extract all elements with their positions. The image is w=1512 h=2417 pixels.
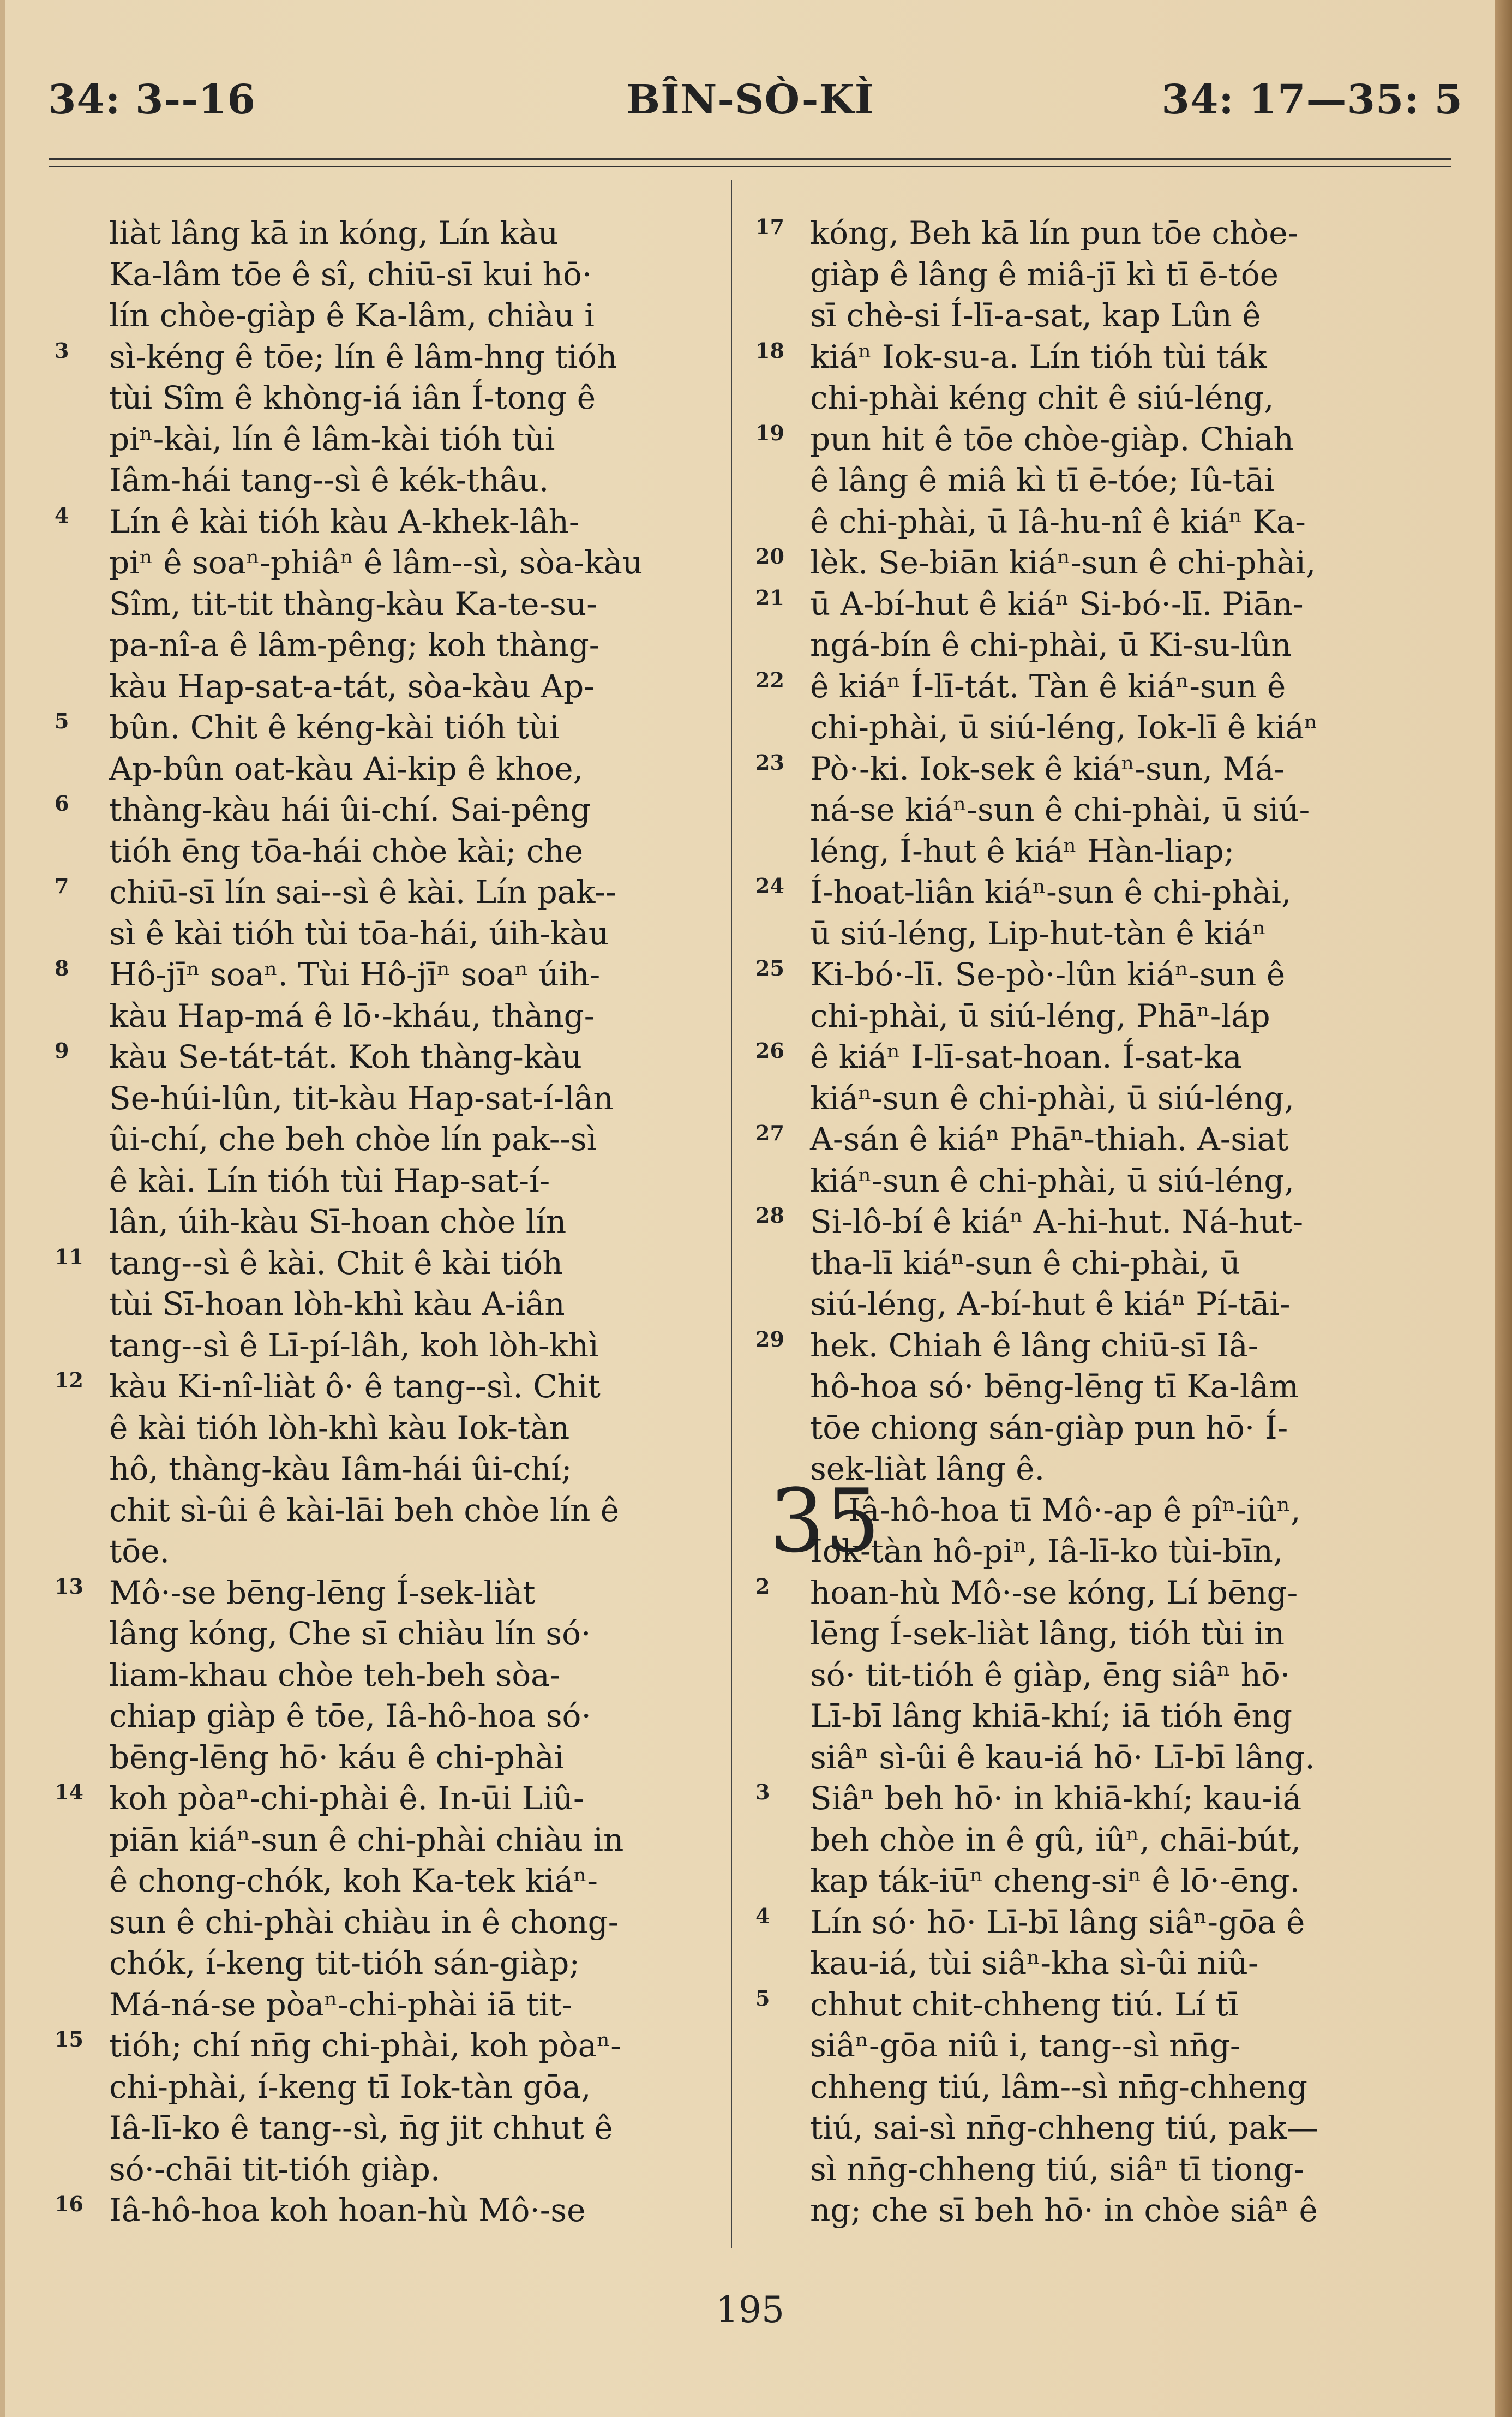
text-line bbox=[109, 1655, 720, 1696]
verse-number: 22 bbox=[755, 667, 784, 692]
text-line bbox=[810, 2149, 1426, 2191]
text-line bbox=[810, 1696, 1426, 1737]
text-line bbox=[55, 1778, 720, 1820]
text-line bbox=[109, 1449, 720, 1490]
text-line bbox=[810, 913, 1426, 955]
line-text: Ap-bûn oat-kàu Ai-kip ê khoe, bbox=[109, 750, 584, 787]
text-line bbox=[810, 1366, 1426, 1408]
line-text: siâⁿ-gōa niû i, tang--sì nn̄g- bbox=[810, 2027, 1241, 2064]
line-text: piⁿ-kài, lín ê lâm-kài tióh tùi bbox=[109, 420, 555, 458]
text-line bbox=[810, 1820, 1426, 1861]
verse-number: 13 bbox=[55, 1574, 83, 1599]
text-line bbox=[755, 1119, 1426, 1160]
line-text: tang--sì ê Lī-pí-lâh, koh lòh-khì bbox=[109, 1326, 599, 1364]
text-line bbox=[109, 1984, 720, 2026]
line-text: kiáⁿ-sun ê chi-phài, ū siú-léng, bbox=[810, 1162, 1294, 1199]
line-text: Iâ-hô-hoa koh hoan-hù Mô·-se bbox=[109, 2192, 586, 2229]
line-text: Iok-tàn hô-piⁿ, Iâ-lī-ko tùi-bīn, bbox=[810, 1533, 1283, 1570]
verse-number: 8 bbox=[55, 956, 69, 980]
line-text: ū siú-léng, Lip-hut-tàn ê kiáⁿ bbox=[810, 914, 1267, 952]
text-line bbox=[755, 749, 1426, 790]
text-line bbox=[109, 1820, 720, 1861]
line-text: chók, í-keng tit-tióh sán-giàp; bbox=[109, 1945, 580, 1982]
header-right-reference: 34: 17—35: 5 bbox=[1161, 76, 1463, 123]
line-text: Lín ê kài tióh kàu A-khek-lâh- bbox=[109, 502, 580, 540]
text-line bbox=[55, 1366, 720, 1408]
line-text: hô, thàng-kàu Iâm-hái ûi-chí; bbox=[109, 1450, 572, 1487]
line-text: léng, Í-hut ê kiáⁿ Hàn-liap; bbox=[810, 832, 1235, 870]
text-line bbox=[109, 1201, 720, 1243]
line-text: tōe chiong sán-giàp pun hō· Í- bbox=[810, 1409, 1288, 1446]
text-line bbox=[55, 954, 720, 996]
line-text: Sîm, tit-tit thàng-kàu Ka-te-su- bbox=[109, 585, 597, 623]
text-line bbox=[109, 1160, 720, 1202]
line-text: kàu Hap-sat-a-tát, sòa-kàu Ap- bbox=[109, 667, 595, 705]
line-text: hek. Chiah ê lâng chiū-sī Iâ- bbox=[810, 1326, 1259, 1364]
verse-number: 6 bbox=[55, 791, 69, 816]
line-text: Pò·-ki. Iok-sek ê kiáⁿ-sun, Má- bbox=[810, 750, 1285, 787]
text-line bbox=[109, 2149, 720, 2191]
line-text: pa-nî-a ê lâm-pêng; koh thàng- bbox=[109, 626, 600, 663]
text-line bbox=[755, 337, 1426, 378]
line-text: Hô-jīⁿ soaⁿ. Tùi Hô-jīⁿ soaⁿ úih- bbox=[109, 956, 601, 993]
text-line bbox=[55, 1572, 720, 1614]
verse-number: 28 bbox=[755, 1203, 784, 1228]
line-text: kap ták-iūⁿ cheng-siⁿ ê lō·-ēng. bbox=[810, 1862, 1300, 1899]
text-line bbox=[55, 2025, 720, 2067]
text-line bbox=[810, 996, 1426, 1037]
text-line bbox=[109, 1408, 720, 1449]
text-line bbox=[109, 1902, 720, 1943]
text-line bbox=[109, 666, 720, 708]
line-text: piⁿ ê soaⁿ-phiâⁿ ê lâm--sì, sòa-kàu bbox=[109, 544, 643, 581]
verse-number: 21 bbox=[755, 585, 784, 610]
text-line bbox=[755, 213, 1426, 254]
text-line bbox=[109, 2108, 720, 2149]
text-line bbox=[755, 1325, 1426, 1367]
text-line bbox=[109, 1696, 720, 1737]
line-text: tùi Sîm ê khòng-iá iân Í-tong ê bbox=[109, 379, 596, 416]
line-text: bûn. Chit ê kéng-kài tióh tùi bbox=[109, 709, 560, 746]
text-line bbox=[55, 707, 720, 749]
line-text: koh pòaⁿ-chi-phài ê. In-ūi Liû- bbox=[109, 1780, 584, 1817]
text-line bbox=[810, 789, 1426, 831]
text-line bbox=[109, 1325, 720, 1367]
verse-number: 4 bbox=[55, 502, 69, 528]
line-text: kau-iá, tùi siâⁿ-kha sì-ûi niû- bbox=[810, 1945, 1259, 1982]
text-line bbox=[109, 2067, 720, 2108]
text-line bbox=[810, 1613, 1426, 1655]
text-line bbox=[109, 1943, 720, 1984]
text-line bbox=[755, 1572, 1426, 1614]
text-line bbox=[810, 2067, 1426, 2108]
line-text: chit sì-ûi ê kài-lāi beh chòe lín ê bbox=[109, 1491, 620, 1529]
text-line bbox=[810, 295, 1426, 337]
text-line bbox=[810, 501, 1426, 543]
verse-number: 12 bbox=[55, 1368, 83, 1392]
line-text: lēng Í-sek-liàt lâng, tióh tùi in bbox=[810, 1615, 1285, 1652]
line-text: ngá-bín ê chi-phài, ū Ki-su-lûn bbox=[810, 626, 1292, 663]
verse-number: 23 bbox=[755, 750, 784, 775]
text-line bbox=[810, 1408, 1426, 1449]
line-text: ná-se kiáⁿ-sun ê chi-phài, ū siú- bbox=[810, 791, 1310, 828]
text-line bbox=[755, 1778, 1426, 1820]
line-text: ng; che sī beh hō· in chòe siâⁿ ê bbox=[810, 2192, 1318, 2229]
line-text: ū A-bí-hut ê kiáⁿ Si-bó·-lī. Piān- bbox=[810, 585, 1304, 623]
text-line bbox=[109, 1613, 720, 1655]
line-text: A-sán ê kiáⁿ Phāⁿ-thiah. A-siat bbox=[810, 1121, 1289, 1158]
line-text: chhut chit-chheng tiú. Lí tī bbox=[810, 1985, 1239, 2023]
column-divider bbox=[731, 180, 732, 2248]
text-line bbox=[55, 789, 720, 831]
verse-number: 5 bbox=[55, 709, 69, 733]
line-text: hoan-hù Mô·-se kóng, Lí bēng- bbox=[810, 1574, 1298, 1611]
line-text: tiú, sai-sì nn̄g-chheng tiú, pak— bbox=[810, 2109, 1319, 2146]
text-line bbox=[109, 419, 720, 460]
text-line bbox=[755, 542, 1426, 584]
line-text: kiáⁿ-sun ê chi-phài, ū siú-léng, bbox=[810, 1079, 1294, 1117]
text-line bbox=[109, 625, 720, 666]
text-line bbox=[810, 1243, 1426, 1284]
line-text: thàng-kàu hái ûi-chí. Sai-pêng bbox=[109, 791, 591, 828]
header-left-reference: 34: 3--16 bbox=[48, 76, 256, 123]
text-line bbox=[810, 625, 1426, 666]
text-line bbox=[109, 542, 720, 584]
line-text: lín chòe-giàp ê Ka-lâm, chiàu i bbox=[109, 297, 595, 334]
text-line bbox=[810, 1655, 1426, 1696]
verse-number: 27 bbox=[755, 1121, 784, 1145]
text-line bbox=[55, 872, 720, 913]
text-line bbox=[810, 2108, 1426, 2149]
text-line bbox=[109, 1284, 720, 1325]
verse-number: 2 bbox=[755, 1574, 770, 1599]
verse-number: 20 bbox=[755, 544, 784, 569]
text-line bbox=[810, 1531, 1426, 1572]
line-text: ê kài. Lín tióh tùi Hap-sat-í- bbox=[109, 1162, 550, 1199]
line-text: Se-húi-lûn, tit-kàu Hap-sat-í-lân bbox=[109, 1079, 614, 1117]
text-line bbox=[810, 1284, 1426, 1325]
line-text: Iâ-lī-ko ê tang--sì, n̄g jit chhut ê bbox=[109, 2109, 613, 2146]
line-text: lèk. Se-biān kiáⁿ-sun ê chi-phài, bbox=[810, 544, 1316, 581]
line-text: Í-hoat-liân kiáⁿ-sun ê chi-phài, bbox=[810, 874, 1292, 911]
line-text: chiū-sī lín sai--sì ê kài. Lín pak-- bbox=[109, 874, 616, 911]
text-line bbox=[109, 1078, 720, 1120]
text-line bbox=[810, 1078, 1426, 1120]
text-line bbox=[810, 1160, 1426, 1202]
left-text-column bbox=[55, 213, 720, 2231]
text-line bbox=[109, 295, 720, 337]
text-line bbox=[810, 460, 1426, 501]
line-text: sī chè-si Í-lī-a-sat, kap Lûn ê bbox=[810, 297, 1261, 334]
line-text: liam-khau chòe teh-beh sòa- bbox=[109, 1656, 561, 1694]
line-text: chi-phài kéng chit ê siú-léng, bbox=[810, 379, 1274, 416]
text-line bbox=[755, 584, 1426, 625]
line-text: ê lâng ê miâ kì tī ē-tóe; Iû-tāi bbox=[810, 462, 1275, 499]
line-text: liàt lâng kā in kóng, Lín kàu bbox=[109, 214, 559, 252]
line-text: chheng tiú, lâm--sì nn̄g-chheng bbox=[810, 2068, 1308, 2105]
text-line bbox=[810, 2190, 1426, 2231]
right-text-column bbox=[755, 213, 1426, 2231]
header-rule-thin bbox=[49, 166, 1451, 167]
text-line bbox=[109, 1531, 720, 1572]
text-line bbox=[109, 254, 720, 296]
text-line bbox=[55, 337, 720, 378]
text-line bbox=[55, 501, 720, 543]
verse-number: 3 bbox=[55, 338, 69, 363]
text-line bbox=[109, 213, 720, 254]
text-line bbox=[55, 2190, 720, 2231]
verse-number: 15 bbox=[55, 2027, 83, 2051]
line-text: Ka-lâm tōe ê sî, chiū-sī kui hō· bbox=[109, 255, 592, 293]
text-line bbox=[755, 419, 1426, 460]
text-line bbox=[755, 1201, 1426, 1243]
text-line bbox=[755, 954, 1426, 996]
text-line bbox=[755, 1902, 1426, 1943]
text-line bbox=[109, 1737, 720, 1779]
line-text: giàp ê lâng ê miâ-jī kì tī ē-tóe bbox=[810, 255, 1279, 293]
header-rule-thick bbox=[49, 158, 1451, 160]
verse-number: 29 bbox=[755, 1326, 784, 1351]
line-text: piān kiáⁿ-sun ê chi-phài chiàu in bbox=[109, 1821, 624, 1858]
line-text: ê kiáⁿ Í-lī-tát. Tàn ê kiáⁿ-sun ê bbox=[810, 667, 1286, 705]
text-line bbox=[755, 1984, 1426, 2026]
line-text: Lī-bī lâng khiā-khí; iā tióh ēng bbox=[810, 1697, 1293, 1734]
chapter-number: 35 bbox=[769, 1469, 880, 1572]
verse-number: 19 bbox=[755, 420, 784, 445]
verse-number: 16 bbox=[55, 2192, 83, 2216]
text-line bbox=[755, 872, 1426, 913]
page-number: 195 bbox=[716, 2289, 784, 2331]
line-text: tùi Sī-hoan lòh-khì kàu A-iân bbox=[109, 1285, 565, 1323]
line-text: sì nn̄g-chheng tiú, siâⁿ tī tiong- bbox=[810, 2150, 1305, 2188]
verse-number: 7 bbox=[55, 874, 69, 898]
line-text: ê chi-phài, ū Iâ-hu-nî ê kiáⁿ Ka- bbox=[810, 502, 1306, 540]
line-text: ê kiáⁿ I-lī-sat-hoan. Í-sat-ka bbox=[810, 1038, 1242, 1075]
verse-number: 5 bbox=[755, 1985, 770, 2011]
text-line bbox=[810, 1860, 1426, 1902]
scripture-page bbox=[5, 0, 1495, 2417]
line-text: Má-ná-se pòaⁿ-chi-phài iā tit- bbox=[109, 1985, 573, 2023]
verse-number: 17 bbox=[755, 214, 784, 239]
text-line bbox=[109, 996, 720, 1037]
text-line bbox=[810, 254, 1426, 296]
line-text: chi-phài, í-keng tī Iok-tàn gōa, bbox=[109, 2068, 591, 2105]
line-text: sì-kéng ê tōe; lín ê lâm-hng tióh bbox=[109, 338, 617, 375]
line-text: só·-chāi tit-tióh giàp. bbox=[109, 2150, 441, 2188]
verse-number: 9 bbox=[55, 1038, 69, 1063]
verse-number: 14 bbox=[55, 1780, 83, 1804]
line-text: Iâm-hái tang--sì ê kék-thâu. bbox=[109, 462, 549, 499]
line-text: kàu Se-tát-tát. Koh thàng-kàu bbox=[109, 1038, 582, 1075]
line-text: kàu Ki-nî-liàt ô· ê tang--sì. Chit bbox=[109, 1368, 601, 1405]
text-line bbox=[109, 913, 720, 955]
text-line bbox=[109, 378, 720, 419]
verse-number: 18 bbox=[755, 338, 784, 363]
text-line bbox=[810, 378, 1426, 419]
page-edge bbox=[1495, 0, 1512, 2417]
text-line bbox=[810, 1737, 1426, 1779]
book-title: BÎN-SÒ-KÌ bbox=[626, 76, 874, 123]
line-text: ê kài tióh lòh-khì kàu Iok-tàn bbox=[109, 1409, 570, 1446]
line-text: tha-lī kiáⁿ-sun ê chi-phài, ū bbox=[810, 1244, 1240, 1282]
verse-number: 24 bbox=[755, 874, 784, 898]
line-text: chi-phài, ū siú-léng, Iok-lī ê kiáⁿ bbox=[810, 709, 1318, 746]
line-text: ê chong-chók, koh Ka-tek kiáⁿ- bbox=[109, 1862, 598, 1899]
verse-number: 26 bbox=[755, 1038, 784, 1063]
line-text: só· tit-tióh ê giàp, ēng siâⁿ hō· bbox=[810, 1656, 1291, 1694]
line-text: Mô·-se bēng-lēng Í-sek-liàt bbox=[109, 1574, 536, 1611]
text-line bbox=[810, 2025, 1426, 2067]
line-text: siú-léng, A-bí-hut ê kiáⁿ Pí-tāi- bbox=[810, 1285, 1291, 1323]
text-line bbox=[810, 707, 1426, 749]
text-line bbox=[109, 460, 720, 501]
line-text: siâⁿ sì-ûi ê kau-iá hō· Lī-bī lâng. bbox=[810, 1738, 1315, 1776]
line-text: kóng, Beh kā lín pun tōe chòe- bbox=[810, 214, 1299, 252]
line-text: sì ê kài tióh tùi tōa-hái, úih-kàu bbox=[109, 914, 609, 952]
line-text: Lín só· hō· Lī-bī lâng siâⁿ-gōa ê bbox=[810, 1903, 1305, 1941]
line-text: chiap giàp ê tōe, Iâ-hô-hoa só· bbox=[109, 1697, 591, 1734]
text-line bbox=[755, 666, 1426, 708]
line-text: Si-lô-bí ê kiáⁿ A-hi-hut. Ná-hut- bbox=[810, 1203, 1304, 1240]
text-line bbox=[109, 1860, 720, 1902]
text-line bbox=[810, 831, 1426, 872]
line-text: kiáⁿ Iok-su-a. Lín tióh tùi ták bbox=[810, 338, 1267, 375]
text-line bbox=[55, 1243, 720, 1284]
line-text: lâng kóng, Che sī chiàu lín só· bbox=[109, 1615, 591, 1652]
line-text: Siâⁿ beh hō· in khiā-khí; kau-iá bbox=[810, 1780, 1302, 1817]
verse-number: 4 bbox=[755, 1903, 770, 1928]
verse-number: 3 bbox=[755, 1780, 770, 1804]
verse-number: 25 bbox=[755, 956, 784, 980]
text-line bbox=[810, 1449, 1426, 1490]
line-text: Iâ-hô-hoa tī Mô·-ap ê pîⁿ-iûⁿ, bbox=[848, 1491, 1301, 1529]
text-line bbox=[109, 1119, 720, 1160]
line-text: hô-hoa só· bēng-lēng tī Ka-lâm bbox=[810, 1368, 1299, 1405]
line-text: chi-phài, ū siú-léng, Phāⁿ-láp bbox=[810, 997, 1270, 1034]
line-text: tióh ēng tōa-hái chòe kài; che bbox=[109, 832, 584, 870]
text-line bbox=[109, 1490, 720, 1531]
text-line bbox=[55, 1037, 720, 1078]
line-text: bēng-lēng hō· káu ê chi-phài bbox=[109, 1738, 565, 1776]
text-line bbox=[109, 749, 720, 790]
line-text: pun hit ê tōe chòe-giàp. Chiah bbox=[810, 420, 1294, 458]
line-text: lân, úih-kàu Sī-hoan chòe lín bbox=[109, 1203, 567, 1240]
text-line bbox=[109, 584, 720, 625]
line-text: sun ê chi-phài chiàu in ê chong- bbox=[109, 1903, 619, 1941]
line-text: kàu Hap-má ê lō·-kháu, thàng- bbox=[109, 997, 595, 1034]
line-text: beh chòe in ê gû, iûⁿ, chāi-bút, bbox=[810, 1821, 1301, 1858]
line-text: tōe. bbox=[109, 1533, 170, 1570]
line-text: sek-liàt lâng ê. bbox=[810, 1450, 1045, 1487]
line-text: tang--sì ê kài. Chit ê kài tióh bbox=[109, 1244, 563, 1282]
text-line bbox=[755, 1037, 1426, 1078]
line-text: ûi-chí, che beh chòe lín pak--sì bbox=[109, 1121, 597, 1158]
line-text: tióh; chí nn̄g chi-phài, koh pòaⁿ- bbox=[109, 2027, 621, 2064]
line-text: Ki-bó·-lī. Se-pò·-lûn kiáⁿ-sun ê bbox=[810, 956, 1286, 993]
text-line bbox=[810, 1943, 1426, 1984]
text-line bbox=[109, 831, 720, 872]
verse-number: 11 bbox=[55, 1244, 83, 1269]
